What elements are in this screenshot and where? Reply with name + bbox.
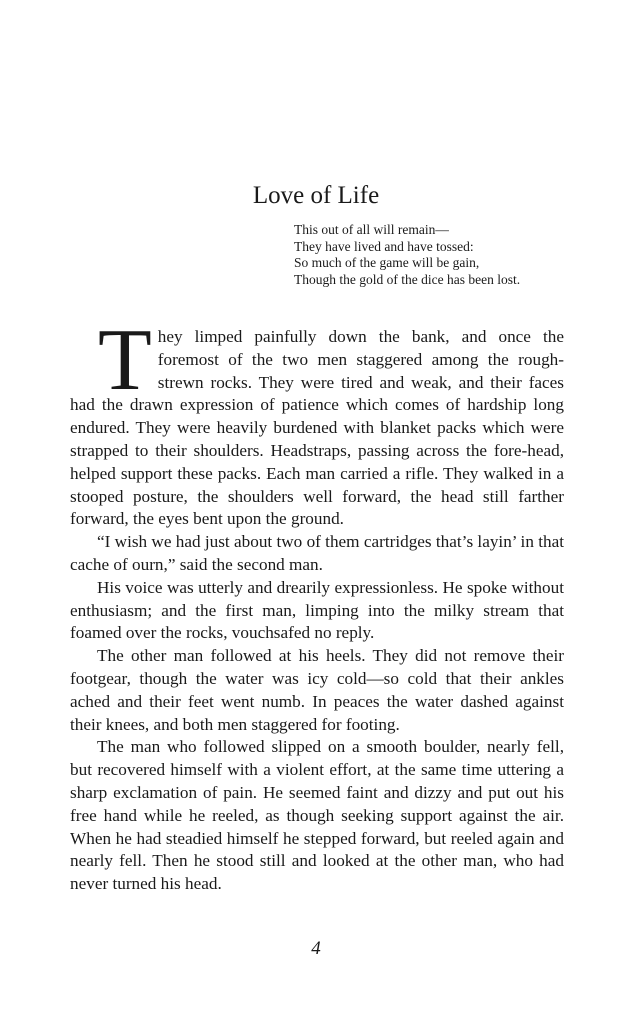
paragraph-text: hey limped painfully down the bank, and once the foremost of the two men staggered among the rough-strewn rocks. They were tired and weak, and their faces had the drawn expression of patience which comes of hardship long endured. They were heavily burdened with blanket packs which were strapped to their shoulders. Headstraps, passing across the fore-head, helped support these packs. Each man carried a rifle. They walked in a stooped posture, the shoulders well forward, the head still farther forward, the eyes bent upon the ground. <box>70 327 564 529</box>
page-number: 4 <box>311 938 321 959</box>
epigraph <box>294 222 520 288</box>
paragraph: “I wish we had just about two of them cartridges that’s layin’ in that cache of ourn,” said the second man. <box>70 532 564 574</box>
epigraph-line: This out of all will remain— <box>294 222 449 237</box>
paragraph: The man who followed slipped on a smooth boulder, nearly fell, but recovered himself with a violent effort, at the same time uttering a sharp exclamation of pain. He seemed faint and dizzy and put out his free hand while he reeled, as though seeking support against the air. When he had steadied himself he stepped forward, but reeled again and nearly fell. Then he stood still and looked at the other man, who had never turned his head. <box>70 737 564 894</box>
epigraph-line: They have lived and have tossed: <box>294 238 474 254</box>
drop-cap: T <box>98 312 152 409</box>
paragraph: His voice was utterly and drearily expressionless. He spoke without enthusiasm; and the first man, limping into the milky stream that foamed over the rocks, vouchsafed no reply. <box>70 577 564 643</box>
epigraph-line: Though the gold of the dice has been lost. <box>294 271 521 287</box>
body-text <box>70 312 564 896</box>
chapter-title: Love of Life <box>252 182 380 209</box>
paragraph <box>70 312 564 531</box>
epigraph-line: So much of the game will be gain, <box>294 255 480 270</box>
paragraph: The other man followed at his heels. They did not remove their footgear, though the water was icy cold—so cold that their ankles ached and their feet went numb. In peaces the water dashed against their knees, and both men staggered for footing. <box>70 646 564 734</box>
